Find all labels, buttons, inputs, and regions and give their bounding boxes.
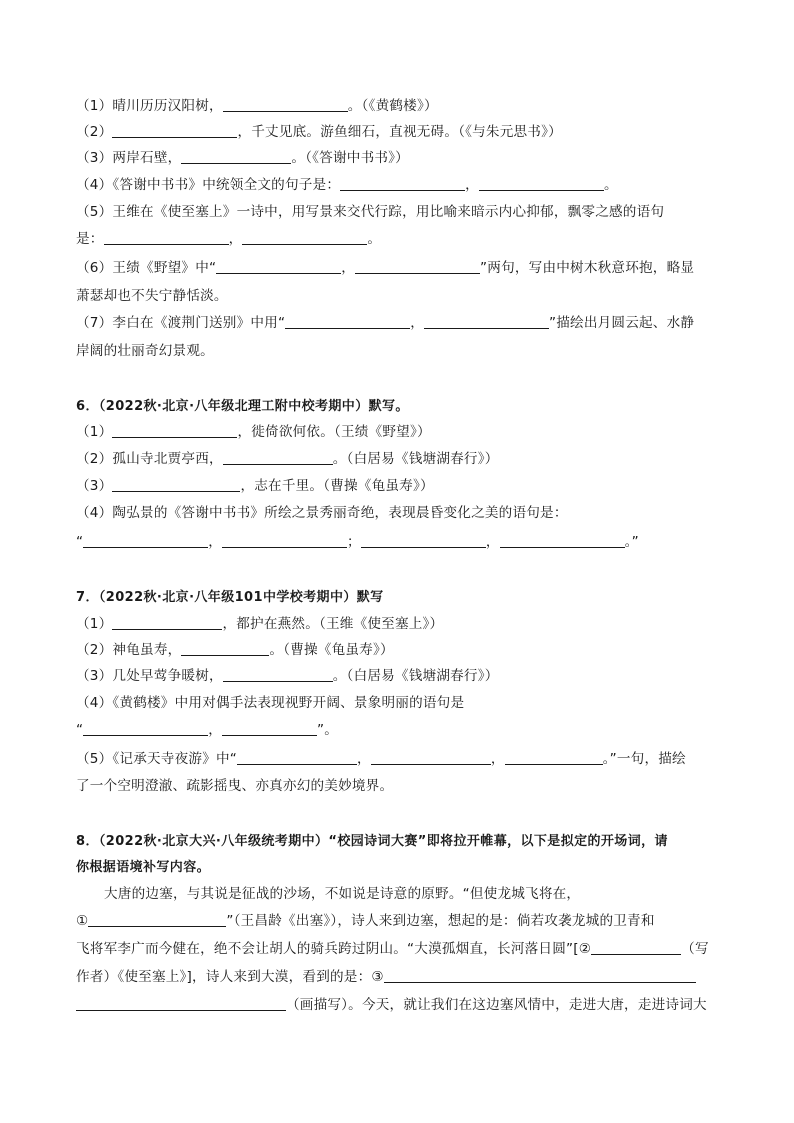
fill-in-blank[interactable]: [384, 968, 696, 983]
line-text: ，徙倚欲何依。（王绩《野望》）: [237, 424, 431, 440]
text-line: [76, 422, 726, 442]
text-line: [76, 995, 726, 1015]
fill-in-blank[interactable]: [181, 149, 291, 164]
fill-in-blank[interactable]: [237, 750, 357, 765]
fill-in-blank[interactable]: [76, 996, 286, 1011]
text-line: [76, 614, 726, 634]
line-text: （2）: [76, 124, 113, 140]
line-text: ，: [465, 177, 479, 193]
text-line: [76, 202, 726, 222]
fill-in-blank[interactable]: [112, 423, 237, 438]
line-text: ，: [228, 231, 243, 247]
line-text: 。: [603, 177, 618, 193]
line-text: ”两句，写由中树木秋意环抱，略显: [480, 260, 695, 276]
text-line: [76, 229, 726, 249]
fill-in-blank[interactable]: [112, 615, 222, 630]
question-heading: [76, 858, 726, 878]
line-text: ，: [341, 260, 356, 276]
fill-in-blank[interactable]: [83, 533, 208, 548]
text-line: [76, 341, 726, 361]
fill-in-blank[interactable]: [361, 533, 486, 548]
line-text: 。（白居易《钱塘湖春行》）: [332, 451, 499, 467]
line-text: “: [76, 722, 84, 738]
fill-in-blank[interactable]: [591, 940, 681, 955]
line-text: （1）: [76, 424, 113, 440]
line-text: 。（白居易《钱塘湖春行》）: [332, 668, 499, 684]
line-text: ，志在千里。（曹操《龟虽寿》）: [240, 478, 434, 494]
line-text: ；: [347, 534, 361, 550]
line-text: 6．（2022秋·北京·八年级北理工附中校考期中）默写。: [76, 399, 409, 414]
line-text: “: [76, 534, 84, 550]
line-text: 是：: [76, 231, 104, 247]
fill-in-blank[interactable]: [88, 912, 226, 927]
line-text: ”描绘出月圆云起、水静: [549, 315, 695, 331]
line-text: ，: [410, 315, 424, 331]
line-text: （3）两岸石壁，: [76, 150, 182, 166]
line-text: （1）晴川历历汉阳树，: [76, 98, 223, 114]
fill-in-blank[interactable]: [223, 667, 333, 682]
line-text: ，都护在燕然。（王维《使至塞上》）: [222, 616, 444, 632]
text-line: [76, 148, 726, 168]
line-text: 你根据语境补写内容。: [76, 860, 211, 875]
line-text: 。（《黄鹤楼》）: [347, 98, 438, 114]
fill-in-blank[interactable]: [500, 533, 625, 548]
line-text: 大唐的边塞，与其说是征战的沙场，不如说是诗意的原野。“但使龙城飞将在，: [104, 886, 581, 902]
line-text: ，: [208, 534, 223, 550]
line-text: 。（《答谢中书书》）: [291, 150, 409, 166]
line-text: ①: [76, 913, 89, 929]
text-line: [76, 313, 726, 333]
line-text: （5）《记承天寺夜游》中“: [76, 751, 238, 767]
line-text: （画描写）。今天，就让我们在这边塞风情中，走进大唐，走进诗词大: [286, 997, 707, 1013]
fill-in-blank[interactable]: [222, 721, 317, 736]
text-line: [76, 122, 726, 142]
fill-in-blank[interactable]: [285, 314, 410, 329]
text-line: [76, 749, 726, 769]
line-text: 了一个空明澄澈、疏影摇曳、亦真亦幻的美妙境界。: [76, 778, 394, 794]
line-text: （6）王绩《野望》中“: [76, 260, 217, 276]
line-text: ，: [485, 534, 500, 550]
line-text: 8．（2022秋·北京大兴·八年级统考期中）“校园诗词大赛”即将拉开帷幕，以下是拟定的开场词，请: [76, 834, 668, 849]
line-text: （写: [681, 941, 709, 957]
question-heading: [76, 588, 726, 608]
fill-in-blank[interactable]: [181, 641, 269, 656]
text-line: [76, 939, 726, 959]
text-line: [76, 449, 726, 469]
line-text: ，: [357, 751, 371, 767]
line-text: 。”一句，描绘: [602, 751, 686, 767]
line-text: 飞将军李广而今健在，绝不会让胡人的骑兵跨过阴山。“大漠孤烟直，长河落日圆”[②: [76, 941, 592, 957]
text-line: [76, 911, 726, 931]
text-line: [76, 476, 726, 496]
text-line: [76, 720, 726, 740]
line-text: ，: [208, 722, 223, 738]
line-text: 7．（2022秋·北京·八年级101中学校考期中）默写: [76, 590, 384, 605]
question-heading: [76, 397, 726, 417]
fill-in-blank[interactable]: [242, 230, 367, 245]
fill-in-blank[interactable]: [223, 450, 333, 465]
text-line: [76, 776, 726, 796]
line-text: （3）几处早莺争暖树，: [76, 668, 223, 684]
fill-in-blank[interactable]: [223, 97, 348, 112]
line-text: ”（王昌龄《出塞》），诗人来到边塞，想起的是：倘若攻袭龙城的卫青和: [226, 913, 655, 929]
fill-in-blank[interactable]: [216, 259, 341, 274]
line-text: （4）《黄鹤楼》中用对偶手法表现视野开阔、景象明丽的语句是: [76, 695, 465, 711]
fill-in-blank[interactable]: [104, 230, 229, 245]
line-text: （4）《答谢中书书》中统领全文的句子是：: [76, 177, 341, 193]
text-line: [76, 967, 726, 987]
line-text: （3）: [76, 478, 113, 494]
text-line: [104, 884, 754, 904]
fill-in-blank[interactable]: [505, 750, 603, 765]
text-line: [76, 175, 726, 195]
question-heading: [76, 832, 726, 852]
line-text: 萧瑟却也不失宁静恬淡。: [76, 288, 228, 304]
fill-in-blank[interactable]: [83, 721, 208, 736]
line-text: （2）神龟虽寿，: [76, 642, 182, 658]
line-text: ”。: [317, 722, 339, 738]
line-text: 作者）《使至塞上》]，诗人来到大漠，看到的是：③: [76, 969, 384, 985]
text-line: [76, 666, 726, 686]
line-text: （1）: [76, 616, 113, 632]
fill-in-blank[interactable]: [112, 123, 237, 138]
fill-in-blank[interactable]: [424, 314, 549, 329]
fill-in-blank[interactable]: [340, 176, 465, 191]
text-line: [76, 96, 726, 116]
line-text: 。: [367, 231, 382, 247]
fill-in-blank[interactable]: [112, 477, 240, 492]
line-text: （2）孤山寺北贾亭西，: [76, 451, 223, 467]
line-text: ，: [490, 751, 505, 767]
fill-in-blank[interactable]: [355, 259, 480, 274]
fill-in-blank[interactable]: [479, 176, 604, 191]
fill-in-blank[interactable]: [371, 750, 491, 765]
text-line: [76, 258, 726, 278]
line-text: （5）王维在《使至塞上》一诗中，用写景来交代行踪，用比喻来暗示内心抑郁，飘零之感的语句: [76, 204, 665, 220]
text-line: [76, 286, 726, 306]
line-text: 岸阔的壮丽奇幻景观。: [76, 343, 214, 359]
text-line: [76, 503, 726, 523]
line-text: 。（曹操《龟虽寿》）: [269, 642, 394, 658]
text-line: [76, 532, 726, 552]
line-text: 。”: [624, 534, 639, 550]
line-text: （7）李白在《渡荆门送别》中用“: [76, 315, 286, 331]
line-text: ，千丈见底。游鱼细石，直视无碍。（《与朱元思书》）: [237, 124, 562, 140]
text-line: [76, 693, 726, 713]
fill-in-blank[interactable]: [222, 533, 347, 548]
line-text: （4）陶弘景的《答谢中书书》所绘之景秀丽奇绝，表现晨昏变化之美的语句是：: [76, 505, 568, 521]
text-line: [76, 640, 726, 660]
